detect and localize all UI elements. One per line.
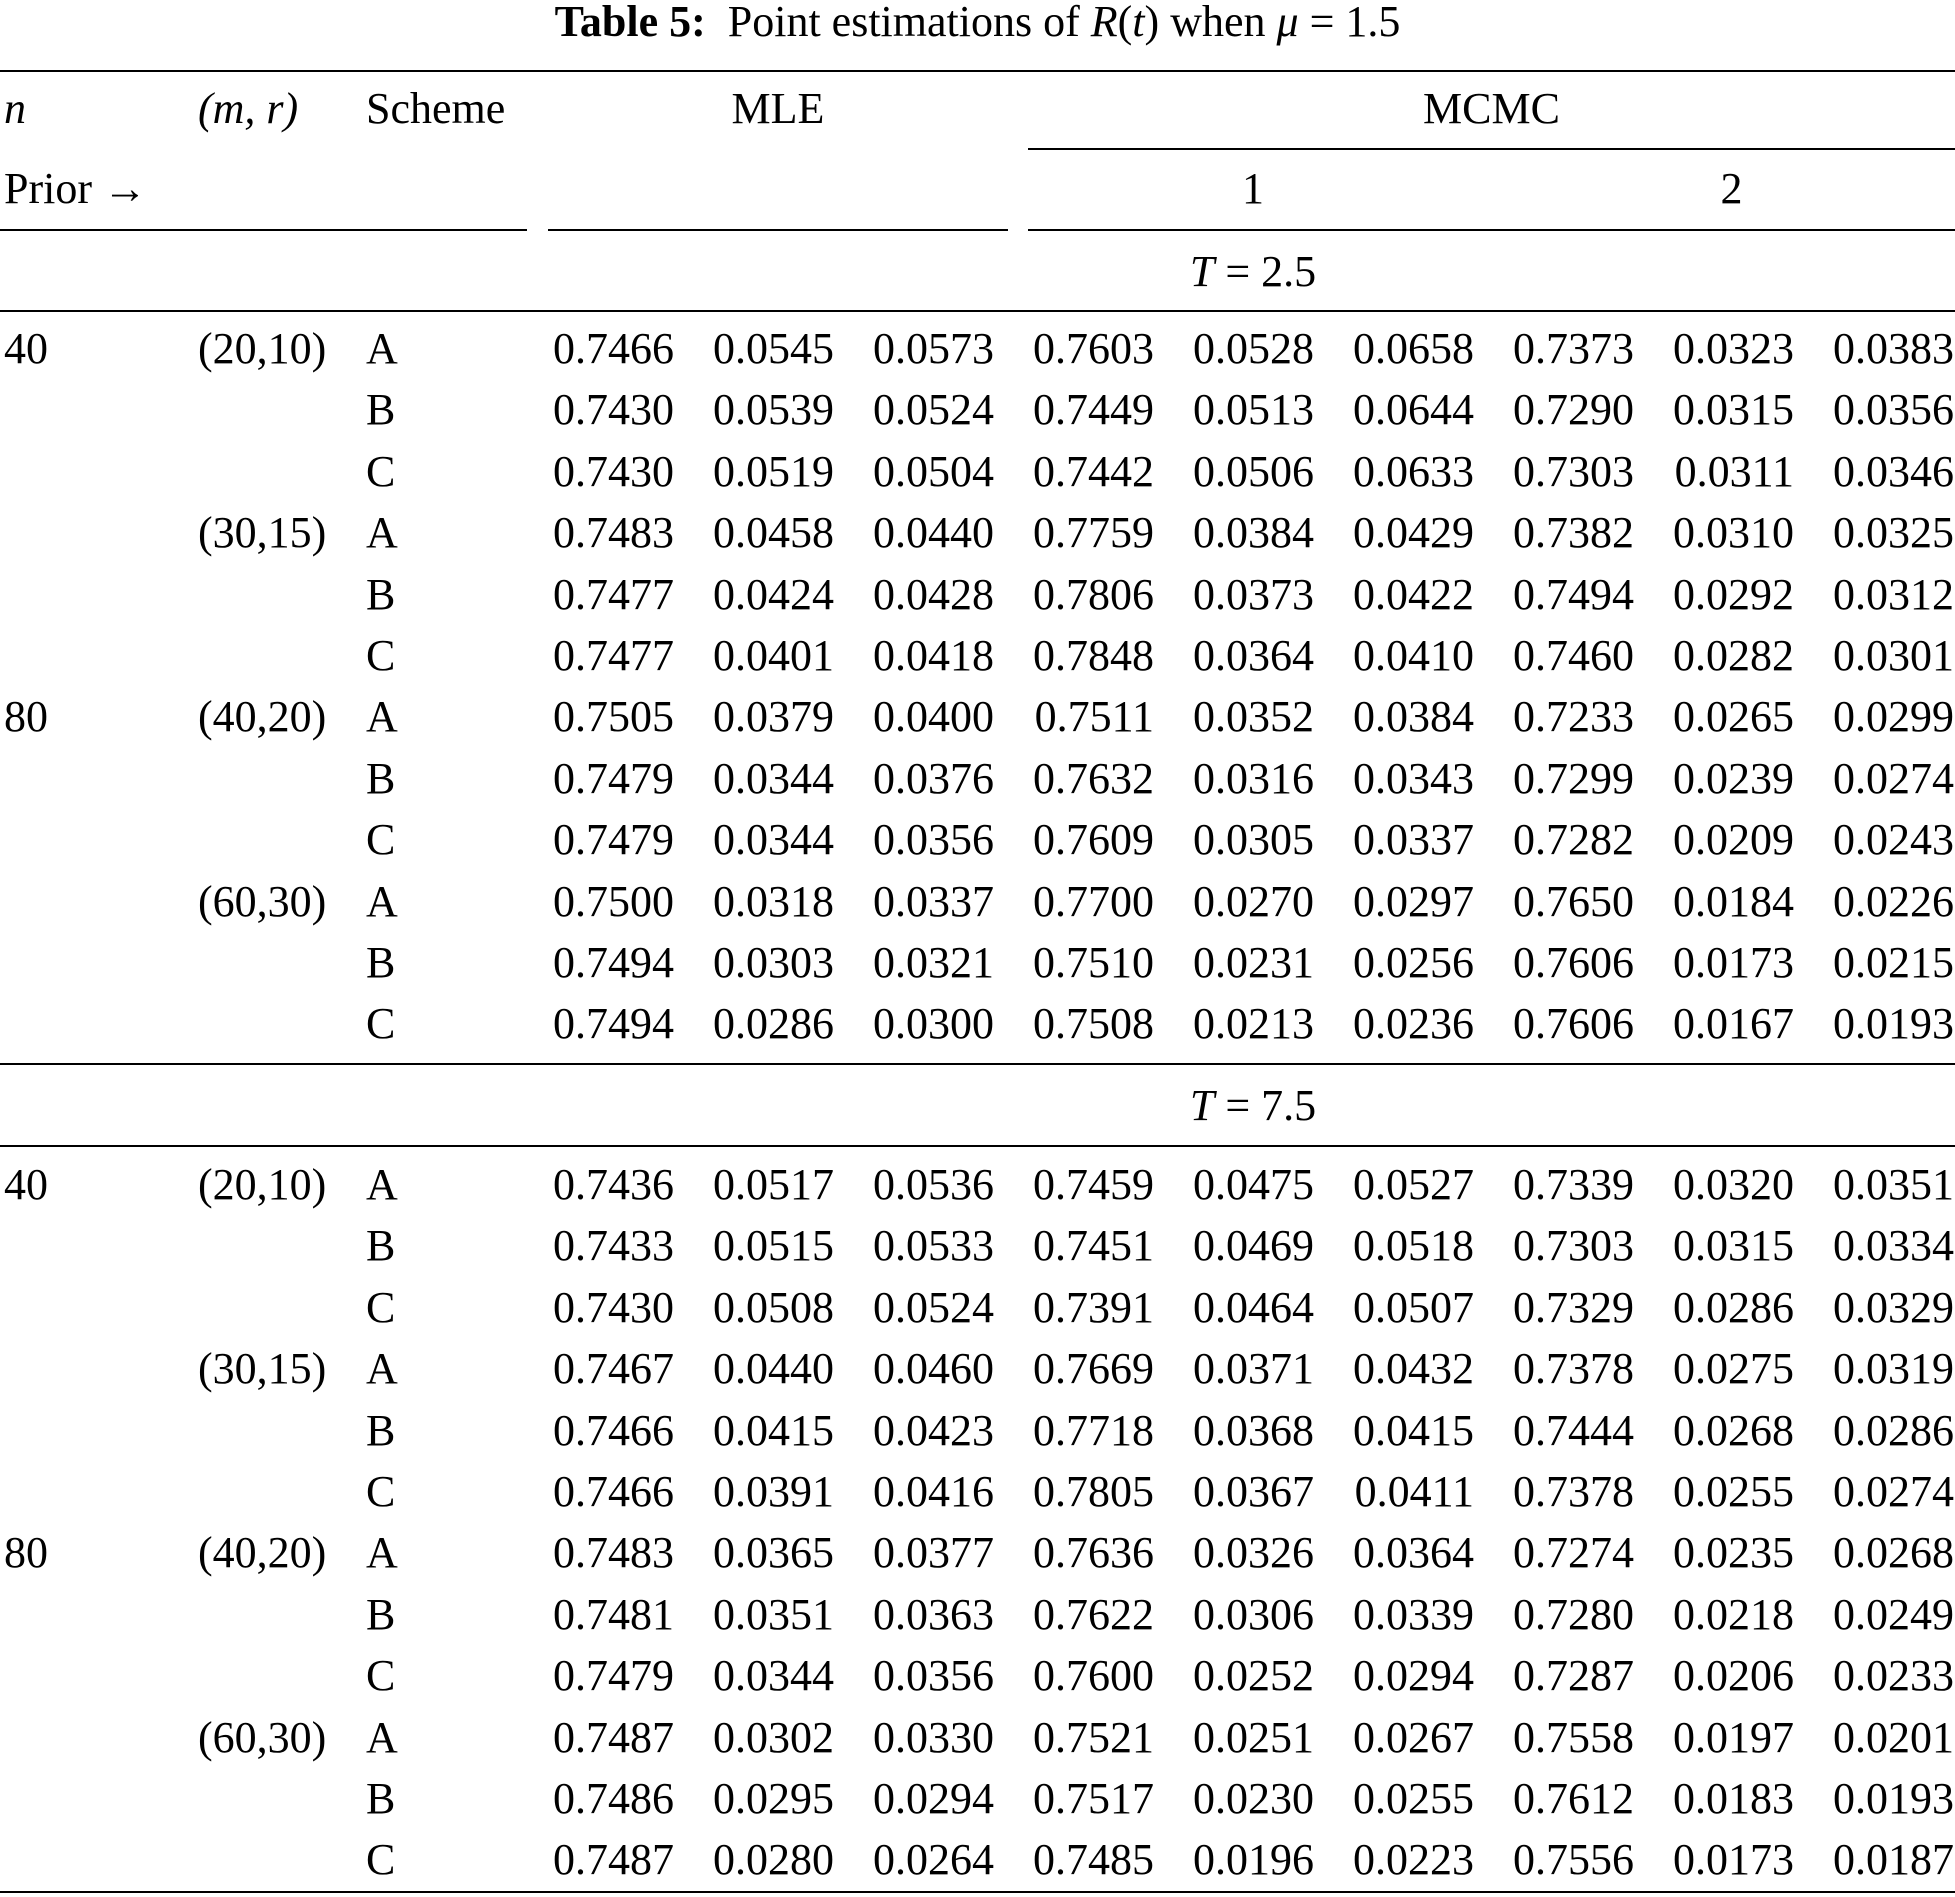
cell-scheme: C — [366, 447, 396, 496]
cell-scheme: A — [366, 692, 398, 741]
cell-value: 0.0274 — [1833, 1467, 1954, 1516]
cell-value: 0.0428 — [873, 570, 994, 619]
caption-mu: μ — [1276, 0, 1299, 46]
cell-scheme: B — [366, 1590, 396, 1639]
cell-value: 0.7466 — [553, 1406, 674, 1455]
cell-value: 0.7433 — [553, 1221, 674, 1270]
top-rule — [0, 70, 1955, 72]
cell-value: 0.0371 — [1193, 1344, 1314, 1393]
cell-value: 0.7373 — [1513, 324, 1634, 373]
cell-value: 0.0256 — [1353, 938, 1474, 987]
cell-value: 0.0233 — [1833, 1651, 1954, 1700]
cell-mr: (20,10) — [198, 324, 327, 373]
cell-value: 0.0344 — [713, 754, 834, 803]
cell-value: 0.7303 — [1513, 447, 1634, 496]
caption-label: Table 5: — [554, 0, 706, 46]
cell-value: 0.7378 — [1513, 1344, 1634, 1393]
cell-value: 0.7669 — [1033, 1344, 1154, 1393]
cell-value: 0.0507 — [1353, 1283, 1474, 1332]
cell-value: 0.7606 — [1513, 999, 1634, 1048]
cell-value: 0.0460 — [873, 1344, 994, 1393]
section-separator-rule — [0, 1063, 1955, 1065]
cell-scheme: C — [366, 815, 396, 864]
cell-scheme: A — [366, 1528, 398, 1577]
cell-value: 0.0379 — [713, 692, 834, 741]
cell-scheme: C — [366, 1835, 396, 1884]
cell-value: 0.0365 — [713, 1528, 834, 1577]
cell-scheme: A — [366, 324, 398, 373]
cell-value: 0.7485 — [1033, 1835, 1154, 1884]
cell-value: 0.0352 — [1193, 692, 1314, 741]
cell-value: 0.0464 — [1193, 1283, 1314, 1332]
cell-value: 0.0533 — [873, 1221, 994, 1270]
cell-value: 0.7477 — [553, 631, 674, 680]
cell-value: 0.7467 — [553, 1344, 674, 1393]
cell-value: 0.0326 — [1193, 1528, 1314, 1577]
cell-value: 0.7505 — [553, 692, 674, 741]
cell-value: 0.0351 — [1833, 1160, 1954, 1209]
header-prior-2: 2 — [1720, 164, 1743, 213]
cell-value: 0.0319 — [1833, 1344, 1954, 1393]
cell-value: 0.0329 — [1833, 1283, 1954, 1332]
cell-value: 0.7622 — [1033, 1590, 1154, 1639]
cell-value: 0.7483 — [553, 508, 674, 557]
cell-value: 0.7806 — [1033, 570, 1154, 619]
cell-n: 80 — [4, 1528, 48, 1577]
cell-value: 0.0391 — [713, 1467, 834, 1516]
cell-value: 0.0633 — [1353, 447, 1474, 496]
cell-value: 0.0193 — [1833, 1774, 1954, 1823]
cell-value: 0.0344 — [713, 1651, 834, 1700]
cell-value: 0.0306 — [1193, 1590, 1314, 1639]
cell-value: 0.0432 — [1353, 1344, 1474, 1393]
cell-value: 0.0334 — [1833, 1221, 1954, 1270]
header-scheme: Scheme — [366, 84, 506, 133]
section-title-value: = 7.5 — [1214, 1081, 1317, 1130]
cell-value: 0.0270 — [1193, 877, 1314, 926]
cell-value: 0.0239 — [1673, 754, 1794, 803]
cell-value: 0.0573 — [873, 324, 994, 373]
cell-value: 0.0267 — [1353, 1713, 1474, 1762]
cell-mr: (30,15) — [198, 1344, 327, 1393]
cell-value: 0.0286 — [1833, 1406, 1954, 1455]
cell-value: 0.0173 — [1673, 1835, 1794, 1884]
cell-value: 0.7483 — [553, 1528, 674, 1577]
cell-value: 0.0264 — [873, 1835, 994, 1884]
cell-value: 0.0255 — [1353, 1774, 1474, 1823]
caption-R: R — [1090, 0, 1118, 46]
cell-value: 0.7280 — [1513, 1590, 1634, 1639]
cell-scheme: A — [366, 1344, 398, 1393]
cell-value: 0.0504 — [873, 447, 994, 496]
cell-value: 0.0527 — [1353, 1160, 1474, 1209]
cell-value: 0.0411 — [1354, 1467, 1474, 1516]
cell-value: 0.0545 — [713, 324, 834, 373]
header-prior: Prior → — [4, 164, 147, 213]
cell-value: 0.0416 — [873, 1467, 994, 1516]
cell-value: 0.0209 — [1673, 815, 1794, 864]
cell-value: 0.0339 — [1353, 1590, 1474, 1639]
cell-n: 80 — [4, 692, 48, 741]
cell-value: 0.0384 — [1193, 508, 1314, 557]
cell-value: 0.7494 — [553, 938, 674, 987]
cell-value: 0.0351 — [713, 1590, 834, 1639]
cell-value: 0.0167 — [1673, 999, 1794, 1048]
cell-scheme: C — [366, 1467, 396, 1516]
header-prior-1: 1 — [1242, 164, 1264, 213]
cell-scheme: B — [366, 385, 396, 434]
cell-value: 0.7759 — [1033, 508, 1154, 557]
cell-value: 0.0330 — [873, 1713, 994, 1762]
cell-value: 0.0275 — [1673, 1344, 1794, 1393]
cell-value: 0.7459 — [1033, 1160, 1154, 1209]
cell-value: 0.7303 — [1513, 1221, 1634, 1270]
cell-value: 0.0337 — [873, 877, 994, 926]
cell-value: 0.7430 — [553, 1283, 674, 1332]
cell-value: 0.0268 — [1833, 1528, 1954, 1577]
cell-scheme: B — [366, 1406, 396, 1455]
cell-value: 0.7521 — [1033, 1713, 1154, 1762]
cell-value: 0.7444 — [1513, 1406, 1634, 1455]
cell-value: 0.0252 — [1193, 1651, 1314, 1700]
cell-value: 0.7460 — [1513, 631, 1634, 680]
cell-value: 0.0215 — [1833, 938, 1954, 987]
cell-value: 0.0310 — [1673, 508, 1794, 557]
cell-value: 0.7603 — [1033, 324, 1154, 373]
cell-value: 0.0218 — [1673, 1590, 1794, 1639]
cell-value: 0.0401 — [713, 631, 834, 680]
cell-value: 0.0299 — [1833, 692, 1954, 741]
mcmc-rule — [1028, 148, 1955, 150]
caption-when: when — [1159, 0, 1277, 46]
cell-value: 0.0268 — [1673, 1406, 1794, 1455]
caption-eq: = 1.5 — [1298, 0, 1401, 46]
cell-value: 0.0226 — [1833, 877, 1954, 926]
cell-value: 0.7479 — [553, 754, 674, 803]
cell-value: 0.0302 — [713, 1713, 834, 1762]
cell-value: 0.0305 — [1193, 815, 1314, 864]
cell-value: 0.7718 — [1033, 1406, 1154, 1455]
cell-scheme: C — [366, 999, 396, 1048]
header-mr: (m, r) — [198, 84, 299, 133]
cell-value: 0.0243 — [1833, 815, 1954, 864]
caption-t: t — [1132, 0, 1145, 46]
table-caption: Table 5: Point estimations of R(t) when μ = 1.5 — [0, 0, 1955, 50]
cell-value: 0.7430 — [553, 385, 674, 434]
cell-value: 0.0377 — [873, 1528, 994, 1577]
cell-value: 0.0292 — [1673, 570, 1794, 619]
cell-value: 0.0344 — [713, 815, 834, 864]
bottom-rule — [0, 1891, 1955, 1893]
header-mcmc: MCMC — [1423, 84, 1560, 133]
cell-value: 0.0356 — [873, 815, 994, 864]
cell-scheme: C — [366, 1283, 396, 1332]
cell-value: 0.0321 — [873, 938, 994, 987]
cell-value: 0.0255 — [1673, 1467, 1794, 1516]
cell-value: 0.0173 — [1673, 938, 1794, 987]
header-mle: MLE — [731, 84, 825, 133]
cell-value: 0.0183 — [1673, 1774, 1794, 1823]
cell-value: 0.7391 — [1033, 1283, 1154, 1332]
cell-value: 0.0518 — [1353, 1221, 1474, 1270]
cell-value: 0.0312 — [1833, 570, 1954, 619]
cell-value: 0.7700 — [1033, 877, 1154, 926]
cell-value: 0.0376 — [873, 754, 994, 803]
cell-value: 0.7511 — [1034, 692, 1154, 741]
cell-mr: (60,30) — [198, 1713, 327, 1762]
cell-n: 40 — [4, 1160, 48, 1209]
cell-value: 0.7378 — [1513, 1467, 1634, 1516]
cell-value: 0.7636 — [1033, 1528, 1154, 1577]
cell-value: 0.7290 — [1513, 385, 1634, 434]
cell-scheme: C — [366, 631, 396, 680]
cell-value: 0.0297 — [1353, 877, 1474, 926]
cell-value: 0.0513 — [1193, 385, 1314, 434]
mle-header-rule — [548, 229, 1008, 231]
cell-value: 0.0384 — [1353, 692, 1474, 741]
cell-scheme: B — [366, 754, 396, 803]
cell-value: 0.0367 — [1193, 1467, 1314, 1516]
cell-value: 0.7556 — [1513, 1835, 1634, 1884]
cell-value: 0.7329 — [1513, 1283, 1634, 1332]
cell-value: 0.7274 — [1513, 1528, 1634, 1577]
cell-mr: (20,10) — [198, 1160, 327, 1209]
cell-value: 0.0515 — [713, 1221, 834, 1270]
cell-value: 0.7487 — [553, 1713, 674, 1762]
cell-value: 0.0294 — [1353, 1651, 1474, 1700]
cell-value: 0.0423 — [873, 1406, 994, 1455]
cell-value: 0.7282 — [1513, 815, 1634, 864]
cell-value: 0.0316 — [1193, 754, 1314, 803]
cell-value: 0.7466 — [553, 324, 674, 373]
mcmc-header-rule — [1028, 229, 1955, 231]
cell-value: 0.0300 — [873, 999, 994, 1048]
cell-value: 0.0311 — [1674, 447, 1794, 496]
cell-value: 0.7517 — [1033, 1774, 1154, 1823]
cell-scheme: B — [366, 1774, 396, 1823]
cell-value: 0.0303 — [713, 938, 834, 987]
cell-value: 0.7299 — [1513, 754, 1634, 803]
cell-value: 0.7477 — [553, 570, 674, 619]
cell-value: 0.7606 — [1513, 938, 1634, 987]
section-title-rule — [0, 310, 1955, 312]
cell-value: 0.0301 — [1833, 631, 1954, 680]
cell-value: 0.7436 — [553, 1160, 674, 1209]
cell-value: 0.7430 — [553, 447, 674, 496]
cell-value: 0.0295 — [713, 1774, 834, 1823]
cell-value: 0.0282 — [1673, 631, 1794, 680]
cell-value: 0.0294 — [873, 1774, 994, 1823]
cell-value: 0.0440 — [873, 508, 994, 557]
section-title — [1028, 1078, 1478, 1134]
header-n: n — [4, 84, 26, 133]
cell-value: 0.7612 — [1513, 1774, 1634, 1823]
cell-value: 0.7479 — [553, 1651, 674, 1700]
section-title-var: T — [1189, 1081, 1215, 1130]
cell-value: 0.0286 — [1673, 1283, 1794, 1332]
cell-value: 0.7442 — [1033, 447, 1154, 496]
cell-value: 0.7848 — [1033, 631, 1154, 680]
cell-value: 0.0356 — [873, 1651, 994, 1700]
cell-value: 0.0373 — [1193, 570, 1314, 619]
section-title-rule — [0, 1145, 1955, 1147]
cell-value: 0.0415 — [1353, 1406, 1474, 1455]
cell-value: 0.0536 — [873, 1160, 994, 1209]
cell-value: 0.0519 — [713, 447, 834, 496]
cell-scheme: A — [366, 508, 398, 557]
cell-value: 0.0265 — [1673, 692, 1794, 741]
cell-value: 0.0230 — [1193, 1774, 1314, 1823]
cell-value: 0.0187 — [1833, 1835, 1954, 1884]
cell-value: 0.0524 — [873, 385, 994, 434]
cell-scheme: A — [366, 877, 398, 926]
cell-value: 0.0363 — [873, 1590, 994, 1639]
left-header-rule — [0, 229, 527, 231]
cell-value: 0.0346 — [1833, 447, 1954, 496]
cell-value: 0.0440 — [713, 1344, 834, 1393]
cell-value: 0.7494 — [1513, 570, 1634, 619]
cell-value: 0.0318 — [713, 877, 834, 926]
cell-value: 0.0197 — [1673, 1713, 1794, 1762]
cell-value: 0.0343 — [1353, 754, 1474, 803]
cell-value: 0.0315 — [1673, 1221, 1794, 1270]
cell-value: 0.0193 — [1833, 999, 1954, 1048]
cell-value: 0.7486 — [553, 1774, 674, 1823]
cell-value: 0.7382 — [1513, 508, 1634, 557]
cell-scheme: B — [366, 1221, 396, 1270]
cell-value: 0.7558 — [1513, 1713, 1634, 1762]
cell-value: 0.7650 — [1513, 877, 1634, 926]
caption-text: Point estimations of — [727, 0, 1091, 46]
cell-value: 0.0539 — [713, 385, 834, 434]
cell-value: 0.0280 — [713, 1835, 834, 1884]
cell-mr: (40,20) — [198, 692, 327, 741]
cell-value: 0.0251 — [1193, 1713, 1314, 1762]
cell-scheme: A — [366, 1713, 398, 1762]
cell-value: 0.7339 — [1513, 1160, 1634, 1209]
cell-value: 0.0364 — [1353, 1528, 1474, 1577]
cell-value: 0.7805 — [1033, 1467, 1154, 1516]
cell-value: 0.7500 — [553, 877, 674, 926]
cell-value: 0.0424 — [713, 570, 834, 619]
cell-value: 0.0235 — [1673, 1528, 1794, 1577]
cell-value: 0.7494 — [553, 999, 674, 1048]
cell-scheme: C — [366, 1651, 396, 1700]
cell-value: 0.0325 — [1833, 508, 1954, 557]
cell-value: 0.0429 — [1353, 508, 1474, 557]
cell-mr: (60,30) — [198, 877, 327, 926]
cell-value: 0.0236 — [1353, 999, 1474, 1048]
cell-scheme: A — [366, 1160, 398, 1209]
cell-value: 0.0184 — [1673, 877, 1794, 926]
cell-value: 0.0508 — [713, 1283, 834, 1332]
cell-value: 0.0286 — [713, 999, 834, 1048]
cell-value: 0.0517 — [713, 1160, 834, 1209]
cell-value: 0.0337 — [1353, 815, 1474, 864]
cell-value: 0.0320 — [1673, 1160, 1794, 1209]
cell-value: 0.0644 — [1353, 385, 1474, 434]
cell-value: 0.7449 — [1033, 385, 1154, 434]
cell-value: 0.0368 — [1193, 1406, 1314, 1455]
cell-value: 0.0223 — [1353, 1835, 1474, 1884]
section-title — [1028, 244, 1478, 300]
cell-value: 0.7609 — [1033, 815, 1154, 864]
cell-mr: (40,20) — [198, 1528, 327, 1577]
cell-n: 40 — [4, 324, 48, 373]
cell-value: 0.0364 — [1193, 631, 1314, 680]
cell-value: 0.7600 — [1033, 1651, 1154, 1700]
cell-value: 0.7287 — [1513, 1651, 1634, 1700]
cell-value: 0.7510 — [1033, 938, 1154, 987]
cell-value: 0.7508 — [1033, 999, 1154, 1048]
cell-value: 0.0410 — [1353, 631, 1474, 680]
cell-value: 0.0475 — [1193, 1160, 1314, 1209]
cell-value: 0.0415 — [713, 1406, 834, 1455]
cell-value: 0.0213 — [1193, 999, 1314, 1048]
cell-value: 0.7479 — [553, 815, 674, 864]
cell-value: 0.0506 — [1193, 447, 1314, 496]
cell-value: 0.0422 — [1353, 570, 1474, 619]
section-title-value: = 2.5 — [1214, 247, 1317, 296]
cell-value: 0.0249 — [1833, 1590, 1954, 1639]
cell-value: 0.0418 — [873, 631, 994, 680]
cell-value: 0.7451 — [1033, 1221, 1154, 1270]
cell-value: 0.0524 — [873, 1283, 994, 1332]
cell-mr: (30,15) — [198, 508, 327, 557]
cell-value: 0.7233 — [1513, 692, 1634, 741]
cell-value: 0.0196 — [1193, 1835, 1314, 1884]
section-title-var: T — [1189, 247, 1215, 296]
cell-value: 0.0231 — [1193, 938, 1314, 987]
cell-value: 0.7481 — [553, 1590, 674, 1639]
cell-value: 0.0658 — [1353, 324, 1474, 373]
cell-value: 0.7487 — [553, 1835, 674, 1884]
cell-value: 0.0323 — [1673, 324, 1794, 373]
cell-value: 0.0383 — [1833, 324, 1954, 373]
cell-value: 0.0469 — [1193, 1221, 1314, 1270]
cell-value: 0.7466 — [553, 1467, 674, 1516]
cell-scheme: B — [366, 938, 396, 987]
cell-value: 0.0274 — [1833, 754, 1954, 803]
cell-scheme: B — [366, 570, 396, 619]
cell-value: 0.0201 — [1833, 1713, 1954, 1762]
cell-value: 0.7632 — [1033, 754, 1154, 803]
cell-value: 0.0400 — [873, 692, 994, 741]
cell-value: 0.0458 — [713, 508, 834, 557]
cell-value: 0.0315 — [1673, 385, 1794, 434]
cell-value: 0.0528 — [1193, 324, 1314, 373]
cell-value: 0.0356 — [1833, 385, 1954, 434]
cell-value: 0.0206 — [1673, 1651, 1794, 1700]
